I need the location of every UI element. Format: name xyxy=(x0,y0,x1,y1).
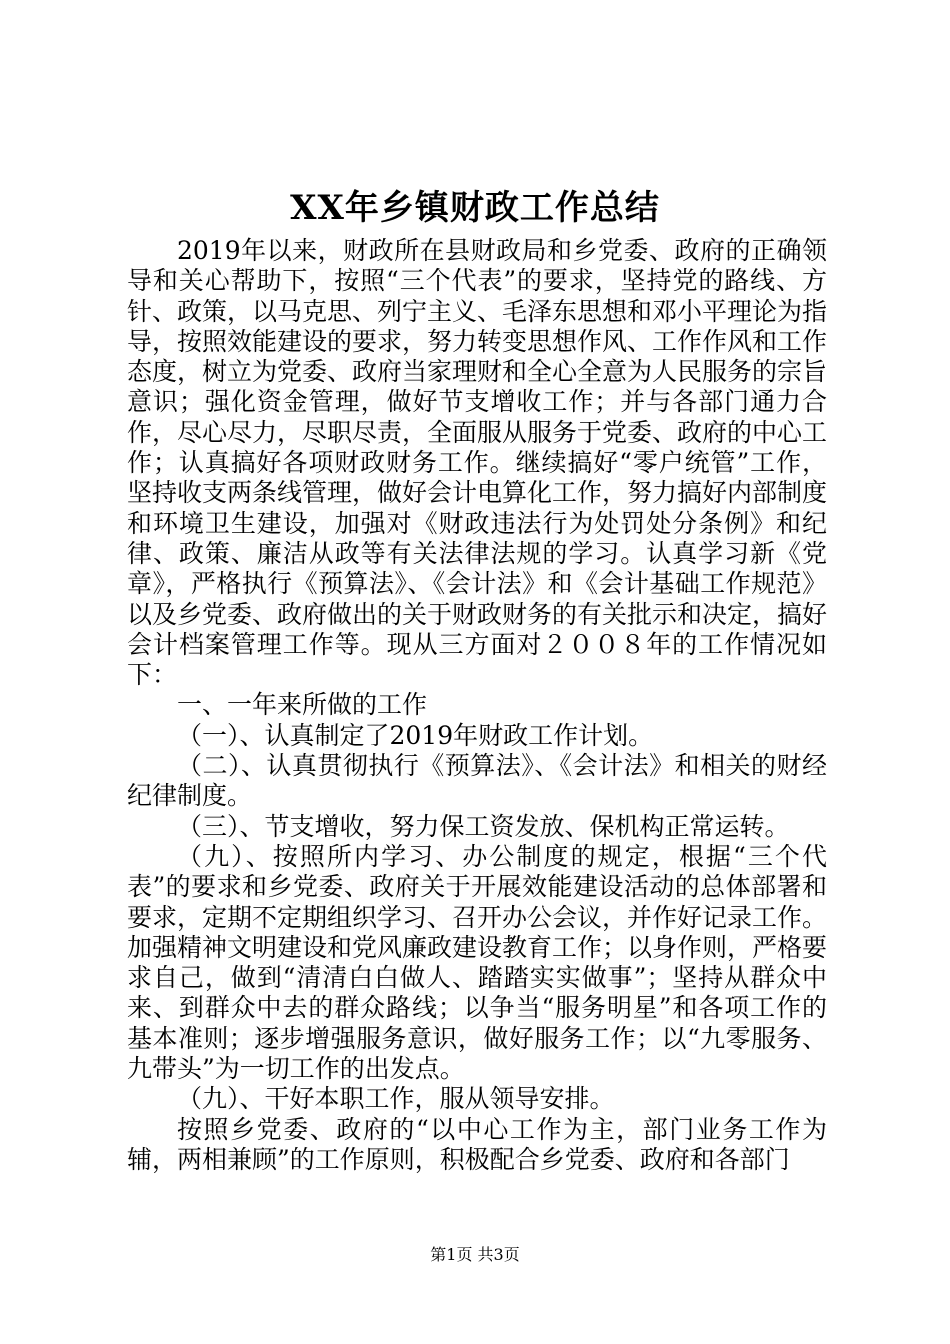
list-item-2: （二）、认真贯彻执行《预算法》、《会计法》和相关的财经纪律制度。 xyxy=(127,751,827,811)
closing-paragraph: 按照乡党委、政府的“以中心工作为主，部门业务工作为辅，两相兼顾”的工作原则，积极配合乡党委、政府和各部门 xyxy=(127,1114,827,1174)
document-body xyxy=(127,236,827,1175)
list-item-1: （一）、认真制定了2019年财政工作计划。 xyxy=(177,720,654,750)
section-heading: 一、一年来所做的工作 xyxy=(177,690,428,720)
intro-paragraph: 2019年以来，财政所在县财政局和乡党委、政府的正确领导和关心帮助下，按照“三个代表”的要求，坚持党的路线、方针、政策，以马克思、列宁主义、毛泽东思想和邓小平理论为指导，按照效能建设的要求，努力转变思想作风、工作作风和工作态度，树立为党委、政府当家理财和全心全意为人民服务的宗旨意识；强化资金管理，做好节支增收工作；并与各部门通力合作，尽心尽力，尽职尽责，全面服从服务于党委、政府的中心工作；认真搞好各项财政财务工作。继续搞好“零户统管”工作，坚持收支两条线管理，做好会计电算化工作，努力搞好内部制度和环境卫生建设，加强对《财政违法行为处罚处分条例》和纪律、政策、廉洁从政等有关法律法规的学习。认真学习新《党章》，严格执行《预算法》、《会计法》和《会计基础工作规范》以及乡党委、政府做出的关于财政财务的有关批示和决定，搞好会计档案管理工作等。现从三方面对２００８年的工作情况如下： xyxy=(127,236,828,690)
list-item-9a: （九）、按照所内学习、办公制度的规定，根据“三个代表”的要求和乡党委、政府关于开展效能建设活动的总体部署和要求，定期不定期组织学习、召开办公会议，并作好记录工作。加强精神文明建设和党风廉政建设教育工作；以身作则，严格要求自己，做到“清清白白做人、踏踏实实做事”；坚持从群众中来、到群众中去的群众路线；以争当“服务明星”和各项工作的基本准则；逐步增强服务意识，做好服务工作；以“九零服务、九带头”为一切工作的出发点。 xyxy=(127,841,828,1084)
document-title: XX年乡镇财政工作总结 xyxy=(290,188,660,228)
list-item-9b: （九）、干好本职工作，服从领导安排。 xyxy=(177,1084,615,1114)
page-footer: 第1页 共3页 xyxy=(430,1245,520,1264)
list-item-3: （三）、节支增收，努力保工资发放、保机构正常运转。 xyxy=(177,811,790,841)
